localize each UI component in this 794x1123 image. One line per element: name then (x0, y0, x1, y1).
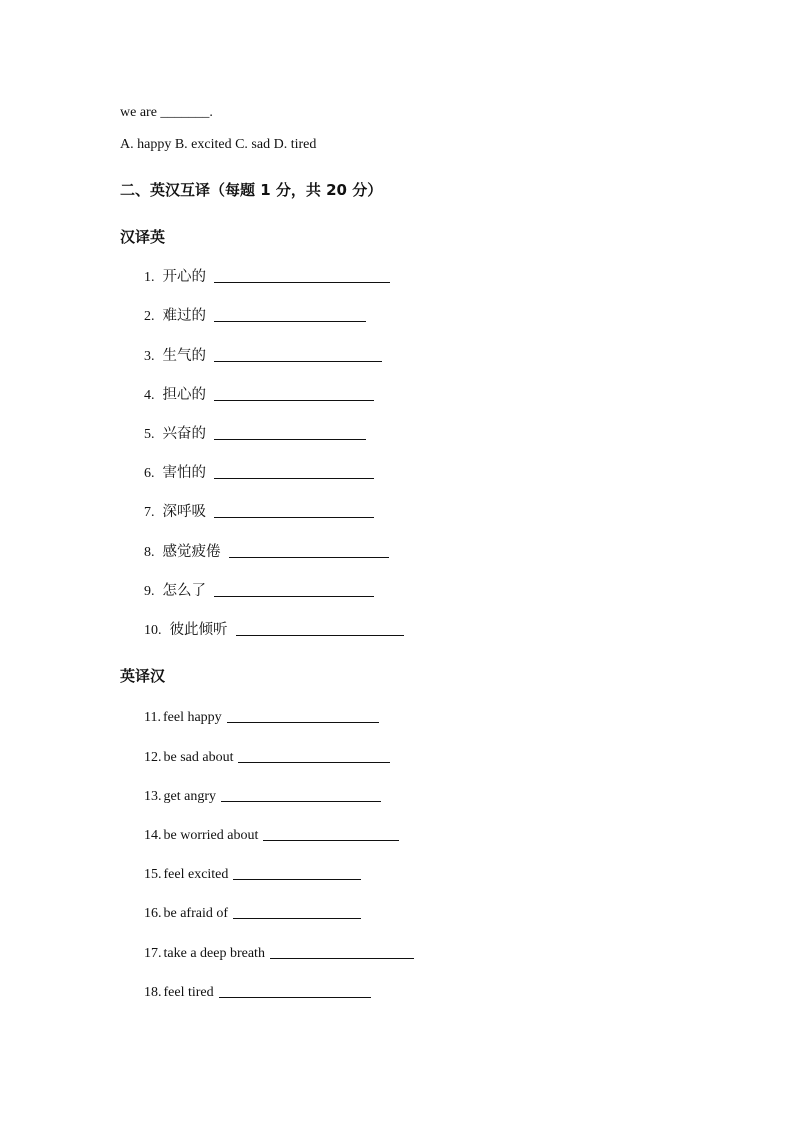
question-options: A. happy B. excited C. sad D. tired (120, 137, 317, 152)
item-prompt: 担心的 (162, 387, 206, 403)
item-number: 12. (144, 750, 162, 765)
answer-blank[interactable] (233, 917, 361, 919)
item-prompt: 难过的 (162, 308, 206, 324)
list-item (144, 981, 371, 1001)
answer-blank[interactable] (238, 761, 390, 763)
item-prompt: 怎么了 (162, 583, 206, 599)
answer-blank[interactable] (263, 839, 399, 841)
item-prompt: 感觉疲倦 (162, 544, 221, 560)
answer-blank[interactable] (214, 399, 374, 401)
section-title: 二、英汉互译（每题 1 分，共 20 分） (120, 181, 383, 199)
list-item (144, 580, 374, 600)
item-number: 7. (144, 505, 155, 520)
item-number: 18. (144, 985, 162, 1000)
list-item (144, 824, 399, 844)
item-prompt: feel happy (162, 710, 222, 725)
item-prompt: 兴奋的 (162, 426, 206, 442)
answer-blank[interactable] (227, 721, 379, 723)
item-prompt: 生气的 (162, 348, 206, 364)
list-item (144, 746, 390, 766)
answer-blank[interactable] (236, 634, 404, 636)
list-item (144, 423, 366, 443)
list-item (144, 785, 381, 805)
item-number: 8. (144, 545, 155, 560)
answer-blank[interactable] (229, 556, 389, 558)
list-item (144, 902, 361, 922)
item-prompt: be worried about (163, 828, 259, 843)
list-item (144, 266, 390, 286)
item-prompt: be sad about (163, 750, 234, 765)
answer-blank[interactable] (219, 996, 371, 998)
item-number: 16. (144, 906, 162, 921)
list-item (144, 305, 366, 325)
part2-title: 英译汉 (120, 667, 166, 685)
item-prompt: 彼此倾听 (169, 622, 228, 638)
item-number: 5. (144, 427, 155, 442)
answer-blank[interactable] (214, 595, 374, 597)
list-item (144, 863, 361, 883)
item-number: 14. (144, 828, 162, 843)
list-item (144, 501, 374, 521)
item-prompt: 深呼吸 (162, 504, 206, 520)
item-number: 13. (144, 789, 162, 804)
list-item (144, 462, 374, 482)
item-number: 4. (144, 388, 155, 403)
item-number: 15. (144, 867, 162, 882)
item-number: 3. (144, 349, 155, 364)
answer-blank[interactable] (233, 878, 361, 880)
answer-blank[interactable] (214, 320, 366, 322)
answer-blank[interactable] (214, 360, 382, 362)
item-number: 2. (144, 309, 155, 324)
item-number: 6. (144, 466, 155, 481)
item-prompt: 开心的 (162, 269, 206, 285)
item-number: 10. (144, 623, 162, 638)
list-item (144, 345, 382, 365)
question-stem: we are _______. (120, 105, 213, 120)
item-prompt: get angry (163, 789, 216, 804)
list-item (144, 619, 404, 639)
answer-blank[interactable] (214, 281, 390, 283)
answer-blank[interactable] (214, 516, 374, 518)
item-prompt: be afraid of (163, 906, 229, 921)
answer-blank[interactable] (214, 477, 374, 479)
list-item (144, 384, 374, 404)
item-prompt: feel excited (163, 867, 229, 882)
list-item (144, 706, 379, 726)
answer-blank[interactable] (221, 800, 381, 802)
part1-title: 汉译英 (120, 228, 166, 246)
item-number: 9. (144, 584, 155, 599)
item-number: 1. (144, 270, 155, 285)
list-item (144, 942, 414, 962)
item-number: 11. (144, 710, 161, 725)
answer-blank[interactable] (270, 957, 414, 959)
item-prompt: 害怕的 (162, 465, 206, 481)
item-prompt: feel tired (163, 985, 214, 1000)
answer-blank[interactable] (214, 438, 366, 440)
item-prompt: take a deep breath (163, 946, 265, 961)
item-number: 17. (144, 946, 162, 961)
list-item (144, 541, 389, 561)
